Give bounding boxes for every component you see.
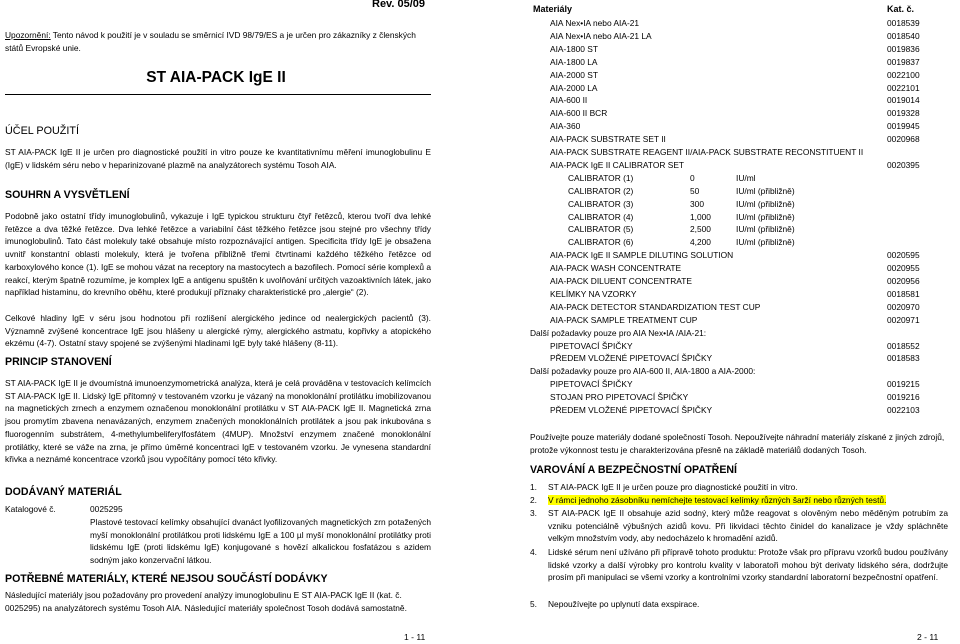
- warning-number: 5.: [530, 599, 537, 609]
- eu-notice: [5, 29, 430, 54]
- warning-text: [548, 494, 948, 507]
- calibrator-name: CALIBRATOR (2): [568, 185, 634, 196]
- material-row-kat: 0020955: [887, 263, 920, 274]
- material-row-kat: 0019837: [887, 56, 920, 67]
- nex-row-kat: 0018583: [887, 353, 920, 364]
- aia600-row-kat: 0019216: [887, 392, 920, 403]
- calibrator-value: 50: [690, 185, 700, 196]
- document-title: ST AIA-PACK IgE II: [146, 69, 286, 86]
- material-row-kat: 0018539: [887, 18, 920, 28]
- material-row-kat: 0020956: [887, 276, 920, 286]
- souhrn-text-2: Celkové hladiny IgE v séru jsou hodnotou při rozlišení alergického jedince od nealergických pacientů (3). Významně zvýšené koncentrace IgE jsou hlášeny u alergické rýmy, alergického astmatu, kopřivky a atopického ekzému (4-7). Ostatní stavy spojené se zvýšenými hladinami IgE byly také hlášeny (8-11).: [5, 313, 431, 349]
- katalog-text: Plastové testovací kelímky obsahující dvanáct lyofilizovaných magnetických zrn potažených myší monoklonální protilátkou proti lidskému IgE a 100 µl myší monoklonální protilátky proti lidskému IgE (proti lidskému IgE) konjugované s hovězí alkalickou fosfatázou s azidem sodným jako konzervační látkou.: [90, 517, 431, 566]
- material-row-name: AIA-600 II BCR: [550, 108, 608, 119]
- notice-label: Upozornění:: [5, 30, 51, 40]
- calibrator-unit: IU/ml (přibližně): [736, 211, 795, 222]
- calibrator-unit: IU/ml (přibližně): [736, 224, 795, 235]
- calibrator-name: CALIBRATOR (1): [568, 172, 634, 183]
- souhrn-text-1: Podobně jako ostatní třídy imunoglobulinů, vykazuje i IgE typickou strukturu čtyř řetězců, kterou tvoří dva lehké řetězce a dva těžké řetězce. Dva lehké řetězce a variabilní část těžkého řetězce jsou stejné pro všechny třídy imunoglobulinů. Tato část molekuly také obsahuje místo rozpoznávající antigen. Specificita třídy IgE je obsažena uvnitř konstantní oblasti molekuly, která je tvořena přibližně třemi čtvrtinami každého těžkého řetězce od karboxylového konce (1). IgE se mohou vázat na receptory na mastocytech a bazofilech. Pomocí série komplexů a reakcí, kterým špatně rozumíme, je komplex IgE a antigenu spuštěn k uvolňování určitých vazoaktivních látek, jako například histaminu, do krevního oběhu, které produkují příznaky charakteristické pro „alergie“ (2).: [5, 211, 431, 298]
- material-row-name: AIA-PACK SAMPLE TREATMENT CUP: [550, 314, 698, 325]
- katalog-number: 0025295: [90, 504, 123, 514]
- material-row-kat: 0020971: [887, 314, 920, 325]
- material-row-name: AIA-PACK WASH CONCENTRATE: [550, 263, 682, 274]
- material-row-name: AIA-360: [550, 121, 581, 132]
- calibrator-value: 2,500: [690, 224, 711, 235]
- warning-text-span: ST AIA-PACK IgE II je určen pouze pro diagnostické použití in vitro.: [548, 482, 798, 492]
- warning-text: [548, 481, 948, 494]
- material-row-kat: 0020970: [887, 301, 920, 312]
- princip-text: ST AIA-PACK IgE II je dvoumístná imunoenzymometrická analýza, která je celá prováděna v testovacích kelímcích ST AIA-PACK IgE II. Lidský IgE přítomný v testovaném vzorku je vázaný na monoklonální protilátku imobilizovanou na magnetických zrnech a enzymem označenou monoklonální protilátku v ST AIA-PACK IgE II. Magnetická zrna jsou promytím zbavena nenavázaných, enzymem značených monoklonálních protilátek a jsou pak inkubována s fluorogenním substrátem, 4-methylumbeliferylfosfátem (4MUP). Množství enzymem značené monoklonální protilátky, které se váže na zrna, je přímo úměrné koncentraci IgE v testovaném vzorku. Je vynesena standardní křivka a neznámé koncentrace vzorků jsou vypočítány pomocí této křivky.: [5, 378, 431, 465]
- page-number-right: 2 - 11: [917, 632, 939, 642]
- katalog-label: Katalogové č.: [5, 504, 56, 514]
- ucel-text: ST AIA-PACK IgE II je určen pro diagnostické použití in vitro pouze ke kvantitativnímu měření imunoglobulinu E (IgE) v lidském séru nebo v heparinizované plazmě na analyzátorech systému Tosoh AIA.: [5, 147, 431, 170]
- material-row-name: AIA Nex•IA nebo AIA-21 LA: [550, 30, 652, 41]
- calibrator-value: 300: [690, 198, 704, 209]
- material-row-name: KELÍMKY NA VZORKY: [550, 288, 637, 299]
- calibrator-name: CALIBRATOR (5): [568, 224, 634, 235]
- nex-heading: Další požadavky pouze pro AIA Nex•IA /AIA-21:: [530, 327, 707, 338]
- material-row-name: AIA-2000 ST: [550, 69, 598, 80]
- warning-text: [548, 598, 948, 611]
- material-row-kat: 0019945: [887, 121, 920, 132]
- warning-number: 4.: [530, 547, 537, 557]
- right-page: [480, 0, 960, 644]
- aia600-heading: Další požadavky pouze pro AIA-600 II, AIA-1800 a AIA-2000:: [530, 366, 756, 377]
- page-number-left: 1 - 11: [404, 632, 426, 642]
- material-row-kat: 0022101: [887, 82, 920, 93]
- material-row-kat: 0020968: [887, 134, 920, 145]
- warning-text: [548, 546, 948, 584]
- material-row-name: AIA-PACK DILUENT CONCENTRATE: [550, 276, 692, 286]
- material-row-kat: 0020595: [887, 250, 920, 261]
- warning-number: 1.: [530, 482, 537, 492]
- dodavany-heading: DODÁVANÝ MATERIÁL: [5, 486, 122, 498]
- aia600-row-kat: 0019215: [887, 379, 920, 390]
- calibrator-name: CALIBRATOR (6): [568, 237, 634, 248]
- nex-row-name: PIPETOVACÍ ŠPIČKY: [550, 340, 633, 351]
- calibrator-unit: IU/ml (přibližně): [736, 198, 795, 209]
- calibrator-value: 4,200: [690, 237, 711, 248]
- material-row-name: AIA-PACK IgE II CALIBRATOR SET: [550, 159, 685, 170]
- material-row-name: AIA-1800 LA: [550, 56, 598, 67]
- notice-text: Tento návod k použití je v souladu se směrnicí IVD 98/79/ES a je určen pro zákazníky z členských států Evropské unie.: [5, 30, 416, 53]
- calibrator-value: 1,000: [690, 211, 711, 222]
- ucel-heading: ÚČEL POUŽITÍ: [5, 125, 79, 137]
- warning-text-span: Lidské sérum není užíváno při přípravě tohoto produktu: Protože však pro přípravu vzorků budou používány lidské vzorky a další výrobky pro kontrolu kvality v laboratoři mohou být derivaty lidského séra, dodržujte prosím při manipulaci se všemi vzorky a kontrolními vzorky standardní laboratorní bezpečnostní opatření.: [548, 547, 948, 583]
- princip-heading: PRINCIP STANOVENÍ: [5, 356, 112, 368]
- calibrator-unit: IU/ml (přibližně): [736, 185, 795, 196]
- nex-row-name: PŘEDEM VLOŽENÉ PIPETOVACÍ ŠPIČKY: [550, 353, 713, 364]
- calibrator-unit: IU/ml: [736, 172, 756, 183]
- warning-number: 2.: [530, 495, 537, 505]
- material-row-kat: 0022100: [887, 69, 920, 80]
- aia600-row-name: PŘEDEM VLOŽENÉ PIPETOVACÍ ŠPIČKY: [550, 405, 713, 415]
- material-row-name: AIA-1800 ST: [550, 43, 598, 54]
- materials-header: [533, 3, 572, 16]
- header-materialy: Materiály: [533, 4, 573, 14]
- material-row-kat: 0019014: [887, 95, 920, 106]
- aia600-row-name: STOJAN PRO PIPETOVACÍ ŠPIČKY: [550, 392, 689, 403]
- calibrator-unit: IU/ml (přibližně): [736, 237, 795, 248]
- material-row-kat: 0019836: [887, 43, 920, 54]
- material-row-name: AIA-PACK IgE II SAMPLE DILUTING SOLUTION: [550, 250, 734, 261]
- material-row-name: AIA-600 II: [550, 95, 588, 106]
- warning-text-span: V rámci jednoho zásobníku nemíchejte testovací kelímky různých šarží nebo různých testů.: [548, 495, 887, 505]
- pouzivejte-text: Používejte pouze materiály dodané společností Tosoh. Nepoužívejte náhradní materiály získané z jiných zdrojů, protože výkonnost testu je charakterizována přesně na základě materiálů dodaných Tosoh.: [530, 432, 945, 455]
- material-row-name: AIA-PACK DETECTOR STANDARDIZATION TEST CUP: [550, 301, 761, 312]
- souhrn-heading: SOUHRN A VYSVĚTLENÍ: [5, 189, 130, 201]
- material-row-name: AIA Nex•IA nebo AIA-21: [550, 18, 640, 28]
- aia600-row-name: PIPETOVACÍ ŠPIČKY: [550, 379, 633, 390]
- material-row-kat: 0020395: [887, 159, 920, 170]
- nex-row-kat: 0018552: [887, 340, 920, 351]
- title-rule: [5, 94, 431, 95]
- material-row-name: AIA-PACK SUBSTRATE REAGENT II/AIA-PACK SUBSTRATE RECONSTITUENT II: [550, 147, 864, 157]
- varovani-heading: VAROVÁNÍ A BEZPEČNOSTNÍ OPATŘENÍ: [530, 464, 737, 476]
- warning-text-span: Nepoužívejte po uplynutí data exspirace.: [548, 599, 700, 609]
- material-row-kat: 0018540: [887, 30, 920, 41]
- potrebne-text: Následující materiály jsou požadovány pro provedení analýzy imunoglobulinu E ST AIA-PACK IgE II (kat. č. 0025295) na analyzátorech systému Tosoh AIA. Následující materiály společnost Tosoh dodává samostatně.: [5, 590, 407, 613]
- revision-label: Rev. 05/09: [372, 0, 426, 10]
- calibrator-name: CALIBRATOR (3): [568, 198, 634, 209]
- warning-number: 3.: [530, 508, 537, 518]
- material-row-kat: 0019328: [887, 108, 920, 119]
- warning-text-span: ST AIA-PACK IgE II obsahuje azid sodný, který může reagovat s olověným nebo měděným potrubím za vzniku potenciálně výbušných azidů kovu. Při likvidaci těchto činidel do kanalizace je vždy spláchněte velkým množstvím vody, aby nedocházelo k hromadění azidů.: [548, 508, 948, 544]
- potrebne-heading: POTŘEBNÉ MATERIÁLY, KTERÉ NEJSOU SOUČÁSTÍ DODÁVKY: [5, 573, 328, 585]
- materials-header-kat: Kat. č.: [887, 4, 915, 14]
- calibrator-name: CALIBRATOR (4): [568, 211, 634, 222]
- material-row-name: AIA-2000 LA: [550, 82, 598, 93]
- warning-text: [548, 507, 948, 545]
- material-row-name: AIA-PACK SUBSTRATE SET II: [550, 134, 666, 145]
- material-row-kat: 0018581: [887, 288, 920, 299]
- calibrator-value: 0: [690, 172, 695, 183]
- aia600-row-kat: 0022103: [887, 405, 920, 415]
